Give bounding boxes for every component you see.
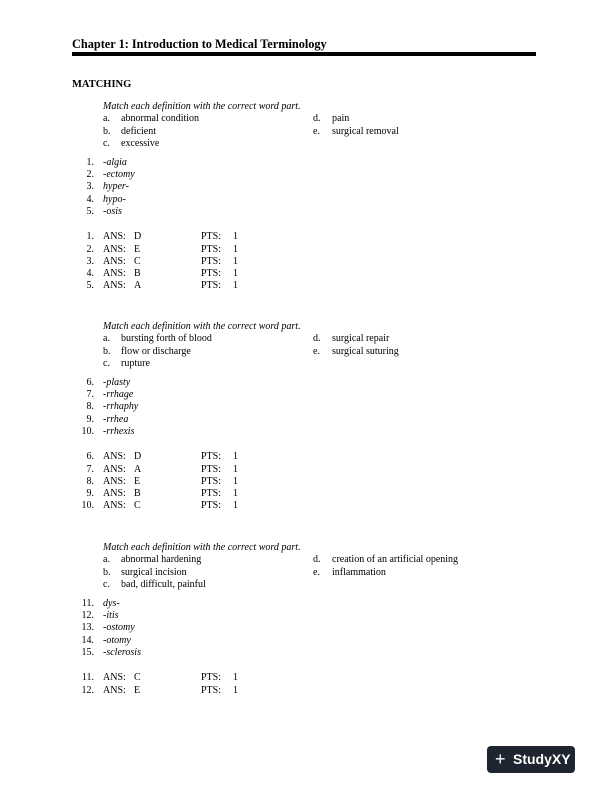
question-term: -sclerosis: [103, 646, 141, 658]
ans-label: ANS:: [103, 463, 126, 475]
pts-label: PTS:: [201, 231, 222, 243]
option-text: surgical incision: [121, 566, 187, 578]
option-text: surgical repair: [332, 333, 390, 345]
pts-value: 1: [233, 488, 238, 500]
option-letter: b.: [103, 125, 111, 137]
pts-value: 1: [233, 684, 238, 696]
section-heading: MATCHING: [72, 79, 132, 90]
option-text: surgical suturing: [332, 345, 399, 357]
ans-value: C: [134, 255, 141, 267]
instruction-text: Match each definition with the correct word part.: [103, 321, 301, 332]
question-term: -otomy: [103, 634, 131, 646]
option-text: flow or discharge: [121, 345, 191, 357]
ans-value: A: [134, 463, 142, 475]
ans-label: ANS:: [103, 672, 126, 684]
question-term: hypo-: [103, 193, 126, 205]
pts-label: PTS:: [201, 475, 222, 487]
question-term: -rrhexis: [103, 425, 135, 437]
answer-number: 11.: [81, 672, 94, 684]
studyxy-badge[interactable]: [487, 746, 575, 773]
option-text: abnormal hardening: [121, 554, 202, 566]
ans-label: ANS:: [103, 488, 126, 500]
ans-value: C: [134, 500, 141, 512]
option-text: inflammation: [332, 566, 386, 578]
answer-number: 3.: [86, 255, 94, 267]
option-letter: c.: [103, 137, 110, 149]
answer-number: 1.: [86, 231, 94, 243]
pts-value: 1: [233, 243, 238, 255]
option-letter: c.: [103, 578, 110, 590]
question-term: -rrhage: [103, 389, 134, 400]
option-text: bursting forth of blood: [121, 333, 212, 345]
ans-label: ANS:: [103, 231, 126, 243]
question-number: 10.: [81, 425, 94, 437]
ans-label: ANS:: [103, 684, 126, 696]
ans-value: D: [134, 231, 142, 243]
answer-number: 4.: [86, 268, 94, 280]
plus-icon: +: [495, 749, 506, 769]
pts-label: PTS:: [201, 268, 222, 280]
option-letter: d.: [313, 113, 321, 125]
answer-number: 7.: [86, 463, 94, 475]
question-term: -osis: [103, 205, 122, 217]
option-text: bad, difficult, painful: [121, 578, 206, 590]
pts-value: 1: [233, 451, 238, 463]
option-letter: e.: [313, 566, 320, 578]
instruction-text: Match each definition with the correct word part.: [103, 101, 301, 112]
ans-value: E: [134, 243, 141, 255]
pts-value: 1: [233, 500, 238, 512]
pts-value: 1: [233, 280, 238, 292]
pts-value: 1: [233, 672, 238, 684]
question-term: hyper-: [103, 181, 129, 193]
option-text: surgical removal: [332, 125, 399, 137]
ans-label: ANS:: [103, 243, 126, 255]
question-term: -algia: [103, 156, 127, 168]
option-text: deficient: [121, 125, 156, 137]
question-term: -rrhea: [103, 413, 129, 425]
answer-number: 2.: [86, 243, 94, 255]
pts-label: PTS:: [201, 488, 222, 500]
pts-value: 1: [233, 475, 238, 487]
question-term: -rrhaphy: [103, 401, 139, 413]
ans-value: B: [134, 488, 141, 500]
answer-number: 10.: [81, 500, 94, 512]
pts-label: PTS:: [201, 463, 222, 475]
ans-value: C: [134, 672, 141, 684]
answer-number: 8.: [86, 475, 94, 487]
pts-value: 1: [233, 463, 238, 475]
option-text: pain: [332, 113, 350, 125]
option-letter: a.: [103, 333, 110, 345]
option-letter: e.: [313, 345, 320, 357]
instruction-text: Match each definition with the correct word part.: [103, 542, 301, 553]
ans-value: E: [134, 475, 141, 487]
option-text: rupture: [121, 357, 150, 369]
pts-label: PTS:: [201, 500, 222, 512]
question-number: 8.: [86, 401, 94, 413]
option-text: creation of an artificial opening: [332, 554, 459, 566]
option-text: excessive: [121, 137, 160, 149]
answer-number: 9.: [86, 488, 94, 500]
pts-label: PTS:: [201, 672, 222, 684]
option-letter: c.: [103, 357, 110, 369]
option-letter: a.: [103, 113, 110, 125]
pts-value: 1: [233, 255, 238, 267]
question-number: 12.: [81, 610, 94, 621]
option-text: abnormal condition: [121, 113, 200, 125]
ans-label: ANS:: [103, 451, 126, 463]
option-letter: b.: [103, 345, 111, 357]
question-number: 3.: [86, 181, 94, 193]
ans-label: ANS:: [103, 500, 126, 512]
pts-label: PTS:: [201, 451, 222, 463]
question-number: 15.: [81, 646, 94, 658]
answer-number: 5.: [86, 280, 94, 292]
ans-label: ANS:: [103, 280, 126, 292]
option-letter: b.: [103, 566, 111, 578]
question-term: -itis: [103, 610, 119, 621]
question-number: 7.: [86, 389, 94, 400]
ans-value: B: [134, 268, 141, 280]
question-number: 11.: [81, 597, 94, 609]
question-number: 1.: [86, 156, 94, 168]
ans-label: ANS:: [103, 475, 126, 487]
question-number: 4.: [86, 193, 94, 205]
answer-number: 12.: [81, 684, 94, 696]
pts-label: PTS:: [201, 243, 222, 255]
question-term: -plasty: [103, 376, 131, 388]
page-title: Chapter 1: Introduction to Medical Terminology: [72, 37, 327, 51]
ans-label: ANS:: [103, 268, 126, 280]
pts-label: PTS:: [201, 255, 222, 267]
ans-value: E: [134, 684, 141, 696]
pts-label: PTS:: [201, 684, 222, 696]
ans-value: D: [134, 451, 142, 463]
question-term: -ectomy: [103, 169, 135, 180]
question-number: 9.: [86, 413, 94, 425]
option-letter: e.: [313, 125, 320, 137]
option-letter: a.: [103, 554, 110, 566]
question-number: 6.: [86, 376, 94, 388]
pts-value: 1: [233, 268, 238, 280]
title-rule: [72, 52, 536, 56]
question-number: 2.: [86, 169, 94, 180]
pts-label: PTS:: [201, 280, 222, 292]
answer-number: 6.: [86, 451, 94, 463]
question-number: 5.: [86, 205, 94, 217]
question-number: 14.: [81, 634, 94, 646]
question-term: -ostomy: [103, 622, 135, 634]
question-term: dys-: [103, 597, 120, 609]
pts-value: 1: [233, 231, 238, 243]
option-letter: d.: [313, 554, 321, 566]
brand-label: StudyXY: [513, 751, 571, 767]
option-letter: d.: [313, 333, 321, 345]
ans-label: ANS:: [103, 255, 126, 267]
question-number: 13.: [81, 622, 94, 634]
ans-value: A: [134, 280, 142, 292]
